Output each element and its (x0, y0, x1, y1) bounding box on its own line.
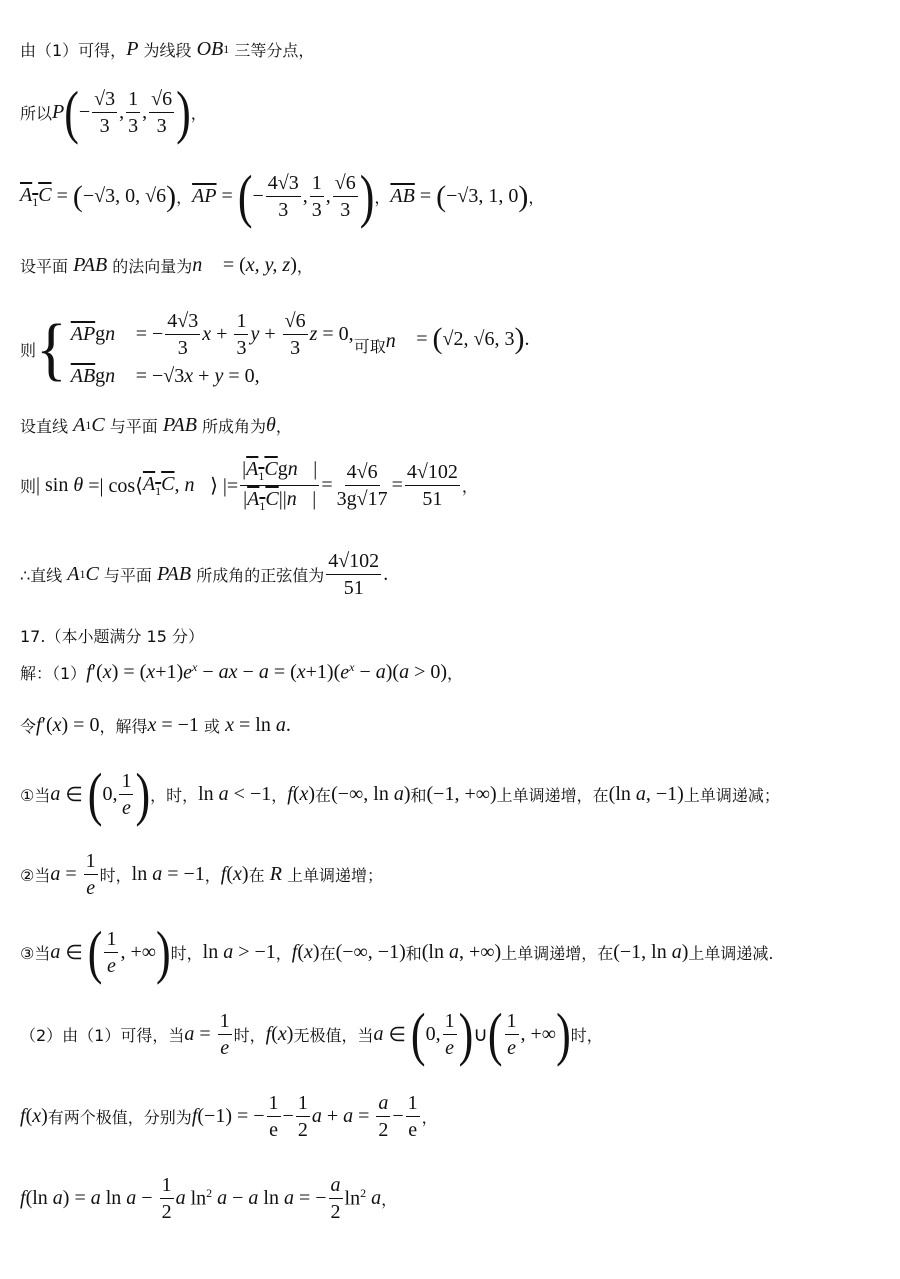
line-17: f (ln a ) = a ln a − $\frac{1}{2}$ a $\ln^2$ a − a ln a = − $\frac{a}{2}$ $\ln^2$ a ， (20, 1174, 398, 1223)
line-12: ①当 a ∈ ( 0, $\frac{1}{e}$ ) ，时， ln a < −1 ， f ( x ) 在 (−∞, ln a ) 和 (−1, +∞) 上单调递增，在 (ln a , −1) 上单调递减； (20, 760, 780, 827)
line-14: ③当 a ∈ ( $\frac{1}{e}$ , +∞ ) 时， ln a > −1 ， f ( x ) 在 (−∞, −1) 和 (ln a , +∞) 上单调递增，在 (−1, ln a ) 上单调递减. (20, 918, 774, 985)
line-4: 设平面 PAB 的法向量为 n⃗ = ( x, y, z ) ， (20, 254, 313, 276)
line-10: 解：（1） f ′( x ) = ( x +1) $e^x$ − ax − a = ( x +1)( $e^x$ − a )( a > 0) ， (20, 660, 464, 684)
line-7: 则 | sin θ =| cos⟨ $A_1C$ , n⃗ ⟩ |= $\frac{|A_1Cgn⃗|}{|A_1C||n⃗|}$ = $\frac{4√6}{3g√17}$ = $\frac{4√102}{51}$ ， (20, 458, 478, 514)
line-5: 则 { $\overline{AP}$ g n⃗ = − $\frac{4√3}{3}$ x + $\frac{1}{3}$ y + $\frac{√6}{3}$ z = 0, $\overline{AB}$ g n⃗ = −√3 x + y = 0, 可取 n⃗ = ( √2, √6, 3 ) . (20, 309, 530, 388)
line-8: ∴直线 A 1 C 与平面 PAB 所成角的正弦值为 $\frac{4√102}{51}$ . (20, 550, 389, 599)
line-6: 设直线 A 1 C 与平面 PAB 所成角为 θ ， (20, 414, 292, 436)
line-16: f ( x ) 有两个极值，分别为 f (−1) = − $\frac{1}{e}$ − $\frac{1}{2}$ a + a = $\frac{a}{2}$ − $\frac{1}{e}$ ， (20, 1092, 438, 1141)
line-9: 17.（本小题满分 15 分） (20, 627, 204, 646)
line-2: 所以 P ( − $\frac{√3}{3}$ , $\frac{1}{3}$ , $\frac{√6}{3}$ ) ， (20, 78, 207, 145)
line-15: （2）由（1）可得，当 a = $\frac{1}{e}$ 时， f ( x ) 无极值，当 a ∈ ( 0, $\frac{1}{e}$ ) ∪ ( $\frac{1}{e}$ , +∞ ) 时， (20, 1000, 603, 1067)
line-11: 令 f ′( x ) = 0 ，解得 x = −1 或 x = ln a . (20, 714, 291, 736)
line-1: 由（1）可得， P 为线段 OB 1 三等分点， (20, 38, 315, 60)
line-13: ②当 a = $\frac{1}{e}$ 时， ln a = −1 ， f ( x ) 在 R 上单调递增； (20, 850, 383, 899)
line-3: $A_1C$ = ( −√3, 0, √6 ) ， $\overline{AP}$ = ( − $\frac{4√3}{3}$ , $\frac{1}{3}$ , $\frac{√6}{3}$ ) ， $\overline{AB}$ = ( −√3, 1, 0 ) ， (20, 162, 545, 229)
